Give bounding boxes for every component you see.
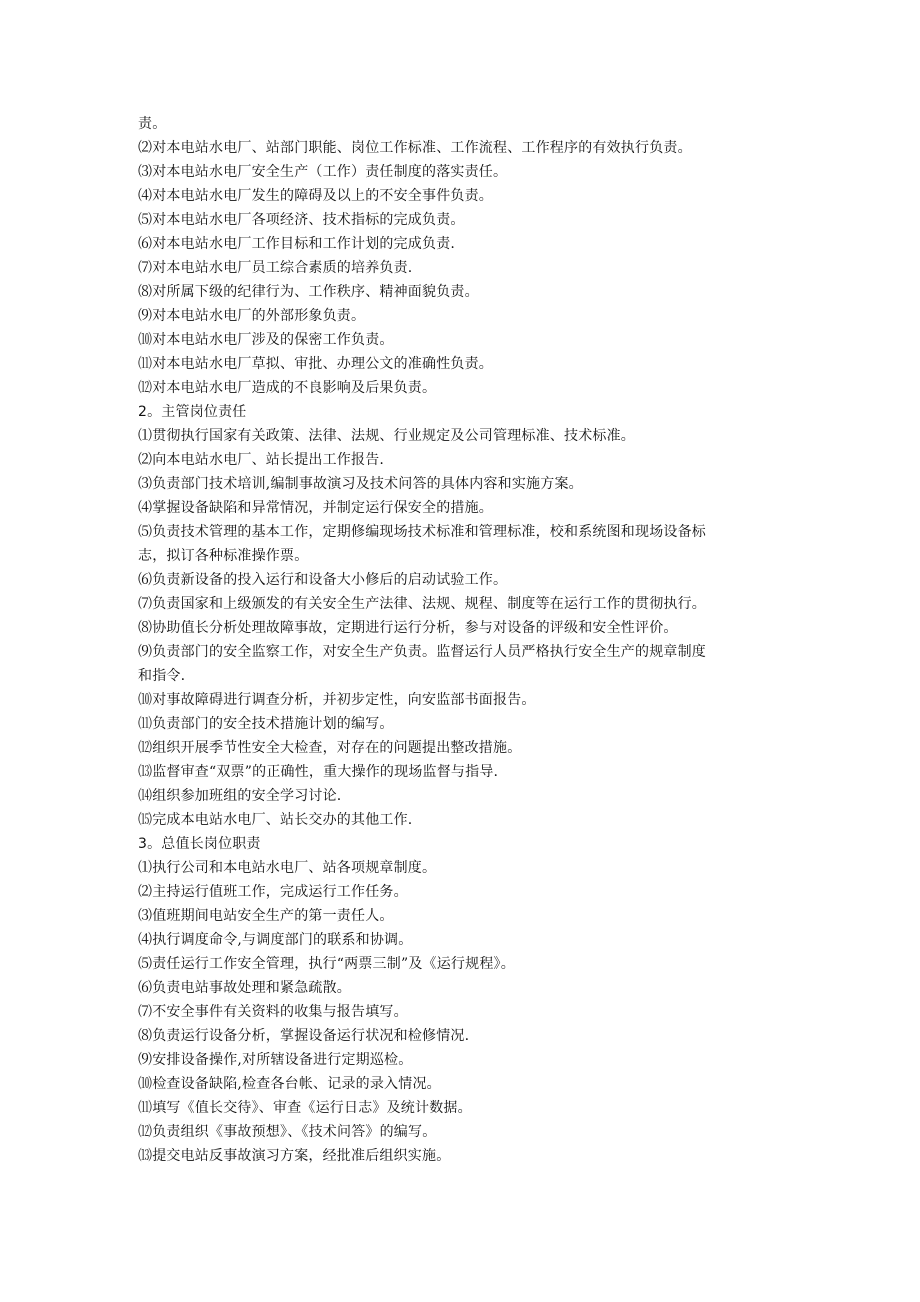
text-line: ⑺不安全事件有关资料的收集与报告填写。 — [138, 1004, 408, 1020]
text-line: ⑾填写《值长交待》、审查《运行日志》及统计数据。 — [138, 1100, 472, 1116]
text-line: ⑸负责技术管理的基本工作，定期修编现场技术标准和管理标准，校和系统图和现场设备标 — [138, 524, 706, 540]
text-line: 责。 — [138, 116, 167, 132]
text-line: ⑵向本电站水电厂、站长提出工作报告. — [138, 452, 385, 468]
text-line: ⑷执行调度命令,与调度部门的联系和协调。 — [138, 932, 413, 948]
text-line: ⑵主持运行值班工作，完成运行工作任务。 — [138, 884, 408, 900]
text-line: ⑻协助值长分析处理故障事故，定期进行运行分析，参与对设备的评级和安全性评价。 — [138, 620, 678, 636]
text-line: ⑴贯彻执行国家有关政策、法律、法规、行业规定及公司管理标准、技术标准。 — [138, 428, 635, 444]
text-line: ⑷掌握设备缺陷和异常情况，并制定运行保安全的措施。 — [138, 500, 493, 516]
text-line: ⑻负责运行设备分析，掌握设备运行状况和检修情况. — [138, 1028, 470, 1044]
text-line: ⑻对所属下级的纪律行为、工作秩序、精神面貌负责。 — [138, 284, 479, 300]
text-line: ⑷对本电站水电厂发生的障碍及以上的不安全事件负责。 — [138, 188, 493, 204]
text-line: 和指令. — [138, 668, 186, 684]
document-body — [138, 112, 788, 1168]
section-heading-3: 3。总值长岗位职责 — [138, 836, 261, 852]
text-line: 志，拟订各种标准操作票。 — [138, 548, 309, 564]
text-line: ⑿负责组织《事故预想》、《技术问答》的编写。 — [138, 1124, 437, 1140]
text-line: ⑺对本电站水电厂员工综合素质的培养负责. — [138, 260, 413, 276]
text-line: ⑽对本电站水电厂涉及的保密工作负责。 — [138, 332, 394, 348]
text-line: ⑸对本电站水电厂各项经济、技术指标的完成负责。 — [138, 212, 465, 228]
text-line: ⑴执行公司和本电站水电厂、站各项规章制度。 — [138, 860, 437, 876]
text-line: ⒀提交电站反事故演习方案，经批准后组织实施。 — [138, 1148, 451, 1164]
text-line: ⑵对本电站水电厂、站部门职能、岗位工作标准、工作流程、工作程序的有效执行负责。 — [138, 140, 692, 156]
text-line: ⒂完成本电站水电厂、站长交办的其他工作. — [138, 812, 413, 828]
text-line: ⑹负责新设备的投入运行和设备大小修后的启动试验工作。 — [138, 572, 508, 588]
text-line: ⒀监督审查“双票”的正确性，重大操作的现场监督与指导. — [138, 764, 499, 780]
text-line: ⑼安排设备操作,对所辖设备进行定期巡检。 — [138, 1052, 413, 1068]
text-line: ⑽检查设备缺陷,检查各台帐、记录的录入情况。 — [138, 1076, 441, 1092]
text-line: ⑶负责部门技术培训,编制事故演习及技术问答的具体内容和实施方案。 — [138, 476, 583, 492]
text-line: ⑶值班期间电站安全生产的第一责任人。 — [138, 908, 394, 924]
text-line: ⑾对本电站水电厂草拟、审批、办理公文的准确性负责。 — [138, 356, 493, 372]
text-line: ⒁组织参加班组的安全学习讨论. — [138, 788, 342, 804]
text-line: ⑾负责部门的安全技术措施计划的编写。 — [138, 716, 394, 732]
text-line: ⑹对本电站水电厂工作目标和工作计划的完成负责. — [138, 236, 456, 252]
text-line: ⑿组织开展季节性安全大检查，对存在的问题提出整改措施。 — [138, 740, 522, 756]
section-heading-2: 2。主管岗位责任 — [138, 404, 247, 420]
text-line: ⑶对本电站水电厂安全生产（工作）责任制度的落实责任。 — [138, 164, 508, 180]
text-line: ⑹负责电站事故处理和紧急疏散。 — [138, 980, 351, 996]
text-line: ⑿对本电站水电厂造成的不良影响及后果负责。 — [138, 380, 437, 396]
text-line: ⑺负责国家和上级颁发的有关安全生产法律、法规、规程、制度等在运行工作的贯彻执行。 — [138, 596, 706, 612]
text-line: ⑽对事故障碍进行调查分析，并初步定性，向安监部书面报告。 — [138, 692, 536, 708]
text-line: ⑼对本电站水电厂的外部形象负责。 — [138, 308, 366, 324]
text-line: ⑸责任运行工作安全管理，执行“两票三制”及《运行规程》。 — [138, 956, 515, 972]
text-line: ⑼负责部门的安全监察工作，对安全生产负责。监督运行人员严格执行安全生产的规章制度 — [138, 644, 706, 660]
